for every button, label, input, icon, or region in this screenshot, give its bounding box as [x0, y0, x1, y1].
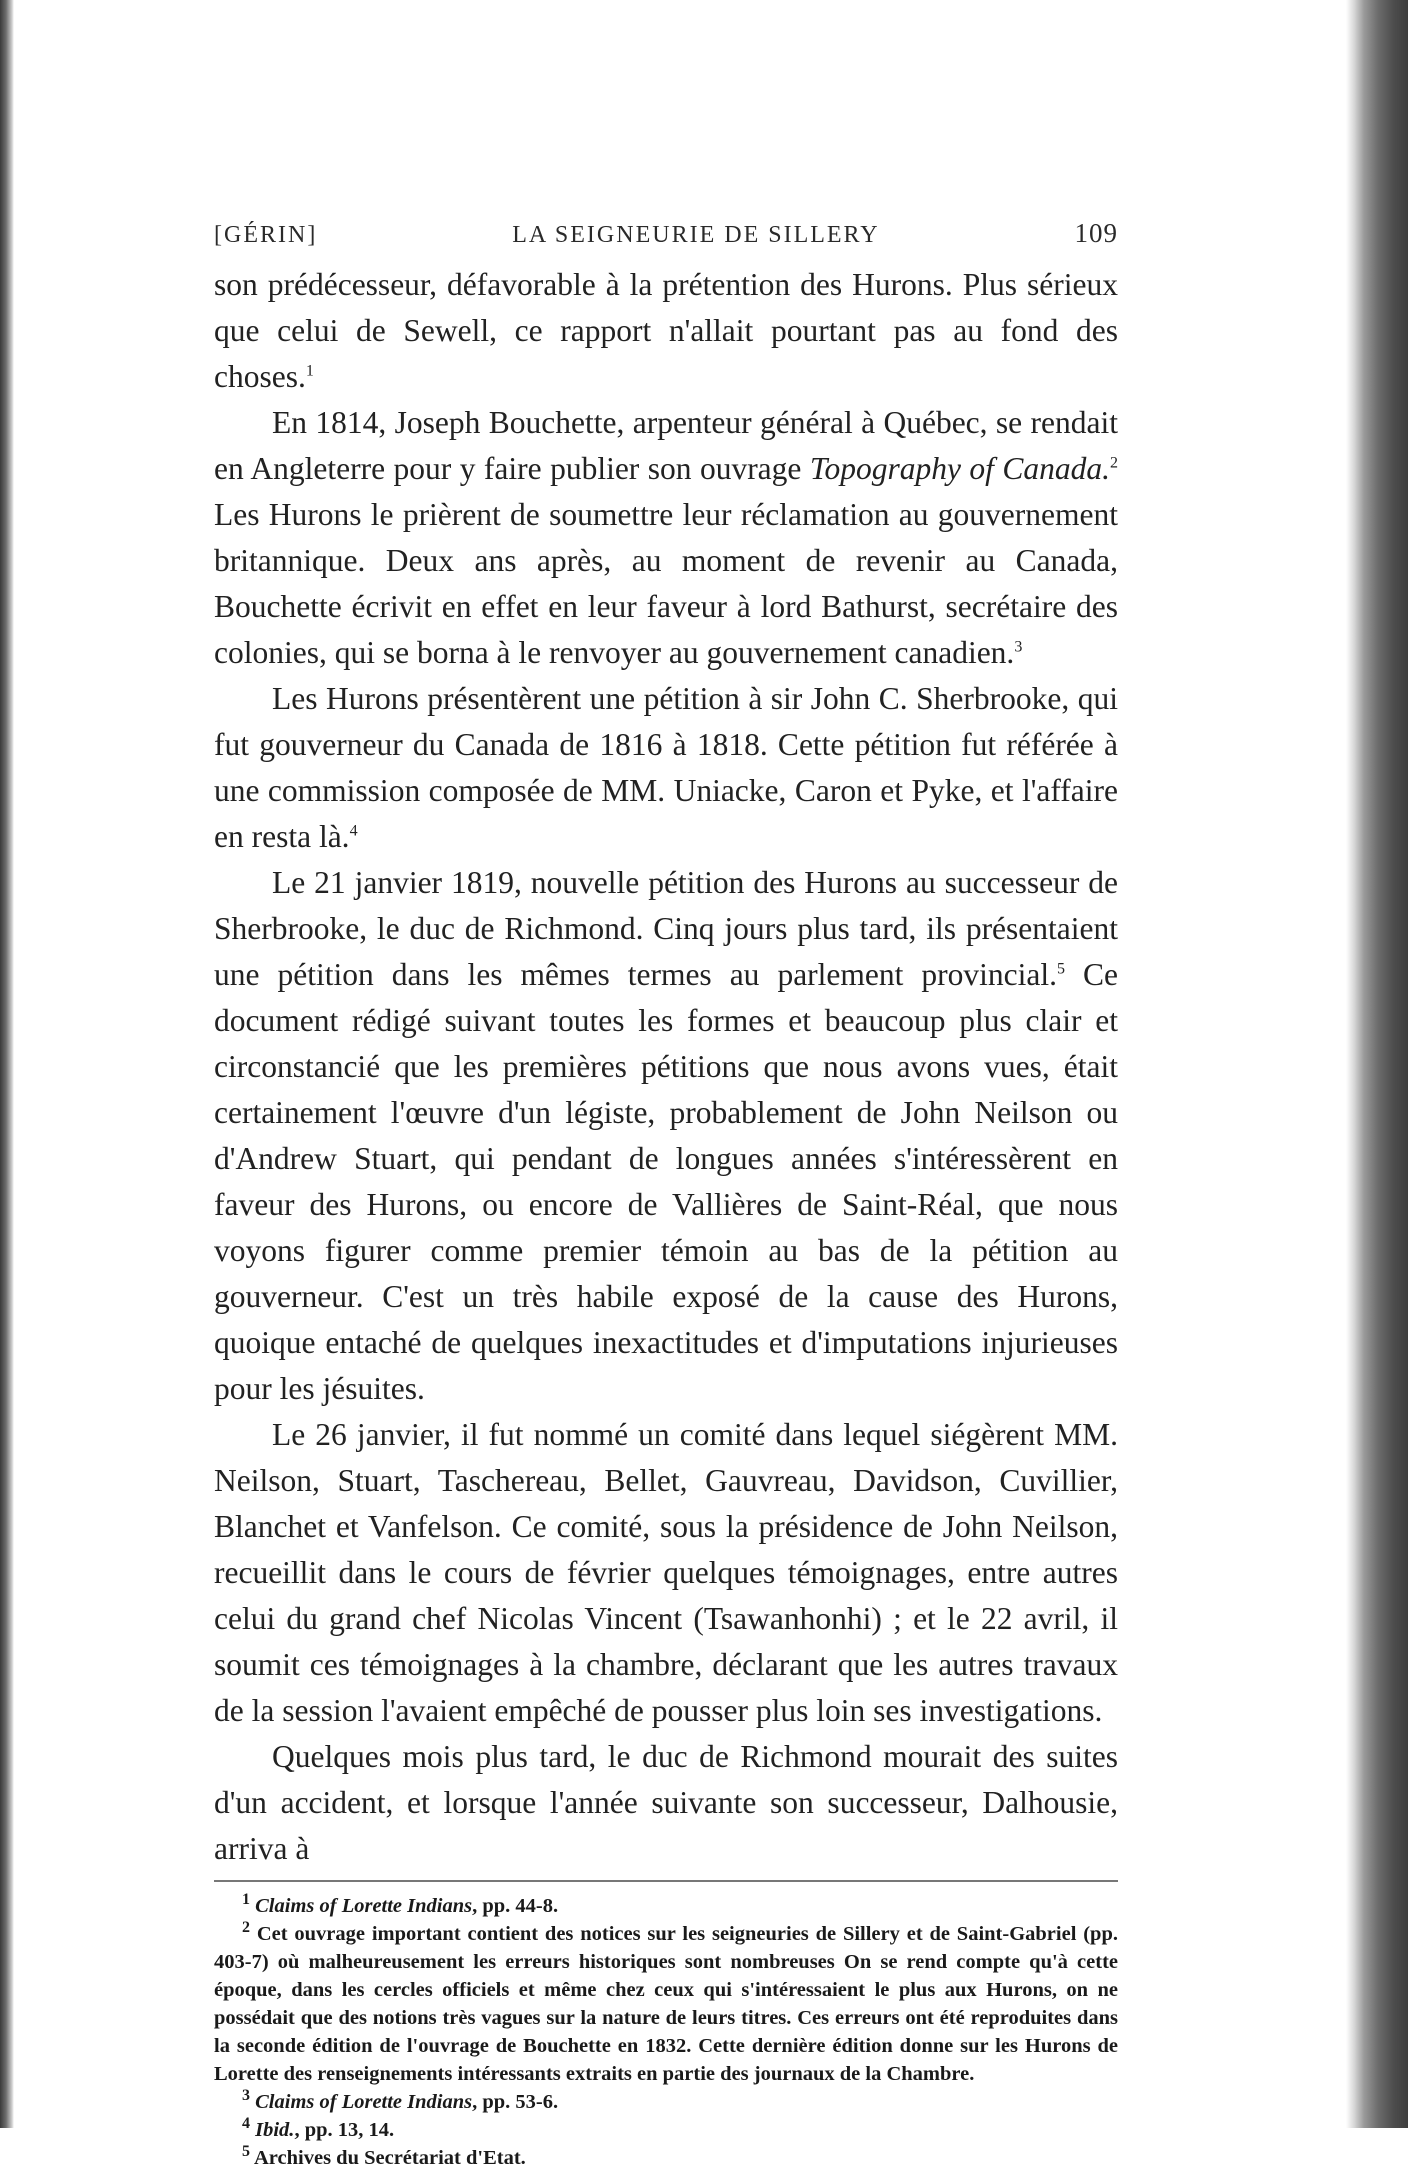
italic-text: Claims of Lorette Indians	[255, 1895, 473, 1917]
italic-text: Claims of Lorette Indians	[255, 2091, 473, 2113]
running-head	[214, 218, 1118, 262]
footnote-marker: 1	[242, 1891, 250, 1909]
paragraph	[214, 860, 1118, 1412]
text-segment: En 1814, Joseph Bouchette, arpenteur général à Québec, se rendait en Angleterre pour y faire publier son ouvrage	[214, 405, 1118, 486]
paragraph	[214, 400, 1118, 676]
text-segment: , pp. 53-6.	[472, 2091, 559, 2113]
footnote	[214, 1892, 1118, 1920]
italic-text: Topography of Canada.	[809, 451, 1110, 486]
footnote-marker: 3	[242, 2087, 250, 2105]
text-segment: Les Hurons le prièrent de soumettre leur réclamation au gouvernement britannique. Deux ans après, au moment de revenir au Canada, Bouchette écrivit en effet en leur faveur à lord Bathurst, secrétaire des colonies, qui se borna à le renvoyer au gouvernement canadien.	[214, 497, 1118, 670]
footnote-marker: 5	[242, 2143, 250, 2161]
body-text	[214, 262, 1118, 1872]
text-segment: , pp. 44-8.	[472, 1895, 559, 1917]
footnote	[214, 2088, 1118, 2116]
text-segment: Le 26 janvier, il fut nommé un comité dans lequel siégèrent MM. Neilson, Stuart, Taschereau, Bellet, Gauvreau, Davidson, Cuvillier, Blanchet et Vanfelson. Ce comité, sous la présidence de John Neilson, recueillit dans le cours de février quelques témoignages, entre autres celui du grand chef Nicolas Vincent (Tsawanhonhi) ; et le 22 avril, il soumit ces témoignages à la chambre, déclarant que les autres travaux de la session l'avaient empêché de pousser plus loin ses investigations.	[214, 1417, 1118, 1728]
footnote-marker: 4	[349, 822, 358, 840]
footnote-marker: 5	[1056, 960, 1065, 978]
footnote-marker: 2	[1110, 454, 1118, 472]
footnote	[214, 1920, 1118, 2088]
footnotes	[214, 1892, 1118, 2172]
footnote	[214, 2144, 1118, 2172]
paragraph	[214, 676, 1118, 860]
page-right-edge-shadow	[1346, 0, 1408, 2128]
text-segment: Archives du Secrétariat d'Etat.	[250, 2147, 526, 2169]
paragraph	[214, 262, 1118, 400]
paragraph	[214, 1734, 1118, 1872]
text-segment: Quelques mois plus tard, le duc de Richmond mourait des suites d'un accident, et lorsque l'année suivante son successeur, Dalhousie, arriva à	[214, 1739, 1118, 1866]
text-segment: Cet ouvrage important contient des notices sur les seigneuries de Sillery et de Saint-Gabriel (pp. 403-7) où malheureusement les erreurs historiques sont nombreuses On se rend compte qu'à cette époque, dans les cercles officiels et même chez ceux qui s'intéressaient le plus aux Hurons, on ne possédait que des notions très vagues sur la nature de leurs titres. Ces erreurs ont été reproduites dans la seconde édition de l'ouvrage de Bouchette en 1832. Cette dernière édition donne sur les Hurons de Lorette des renseignements intéressants extraits en partie des journaux de la Chambre.	[214, 1923, 1118, 2085]
footnote-marker: 4	[242, 2115, 250, 2133]
footnote-marker: 2	[242, 1919, 250, 1937]
page-left-edge-shadow	[0, 0, 14, 2128]
header-author: [GÉRIN]	[214, 222, 318, 248]
header-title: LA SEIGNEURIE DE SILLERY	[512, 222, 880, 248]
text-segment: Ce document rédigé suivant toutes les formes et beaucoup plus clair et circonstancié que les premières pétitions que nous avons vues, était certainement l'œuvre d'un légiste, probablement de John Neilson ou d'Andrew Stuart, qui pendant de longues années s'intéressèrent en faveur des Hurons, ou encore de Vallières de Saint-Réal, que nous voyons figurer comme premier témoin au bas de la pétition au gouverneur. C'est un très habile exposé de la cause des Hurons, quoique entaché de quelques inexactitudes et d'imputations injurieuses pour les jésuites.	[214, 957, 1118, 1406]
footnote-marker: 3	[1014, 638, 1023, 656]
text-segment: , pp. 13, 14.	[294, 2119, 395, 2141]
footnote-rule	[214, 1880, 1118, 1882]
italic-text: Ibid.	[255, 2119, 295, 2141]
text-segment: Les Hurons présentèrent une pétition à sir John C. Sherbrooke, qui fut gouverneur du Canada de 1816 à 1818. Cette pétition fut référée à une commission composée de MM. Uniacke, Caron et Pyke, et l'affaire en resta là.	[214, 681, 1118, 854]
paragraph	[214, 1412, 1118, 1734]
text-segment: son prédécesseur, défavorable à la prétention des Hurons. Plus sérieux que celui de Sewell, ce rapport n'allait pourtant pas au fond des choses.	[214, 267, 1118, 394]
footnote	[214, 2116, 1118, 2144]
footnote-marker: 1	[305, 362, 314, 380]
text-segment: Le 21 janvier 1819, nouvelle pétition des Hurons au successeur de Sherbrooke, le duc de Richmond. Cinq jours plus tard, ils présentaient une pétition dans les mêmes termes au parlement provincial.	[214, 865, 1118, 992]
book-page	[214, 218, 1118, 2172]
page-number: 109	[1074, 218, 1118, 248]
